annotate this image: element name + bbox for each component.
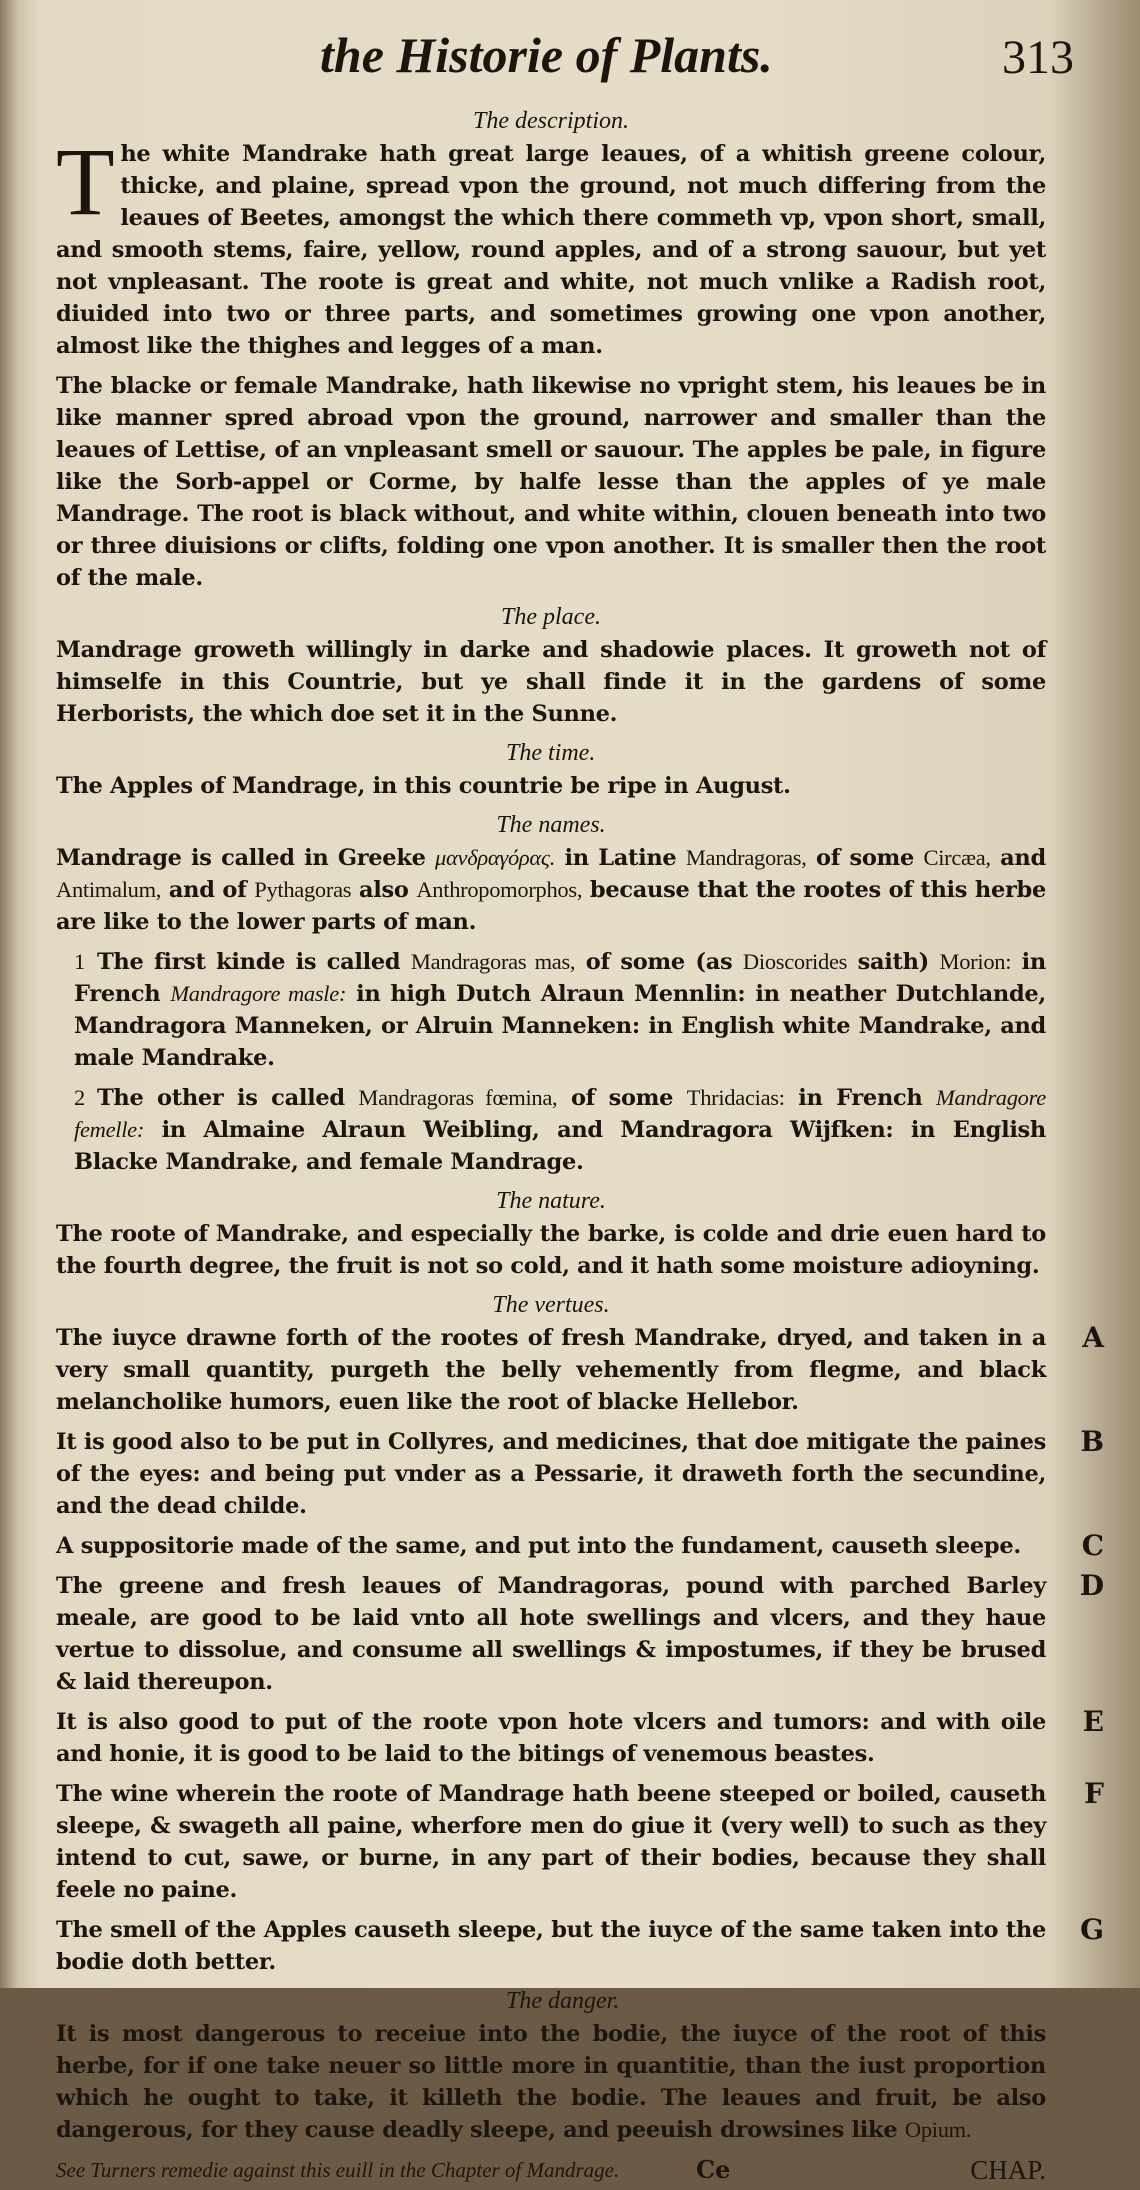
running-title: the Historie of Plants.: [320, 27, 773, 83]
page-number: 313: [1002, 31, 1074, 84]
names-item-1: 1 The first kinde is called Mandragoras mas, of some (as Dioscorides saith) Morion: in French Mandragore masle: in high Dutch Alraun Mennlin: in neather Dutchlande, Mandragora Manneken, or Alruin Manneken: in English white Mandrake, and male Mandrake.: [74, 949, 1046, 1071]
vertue-f-text: The wine wherein the roote of Mandrage hath beene steeped or boiled, causeth sleepe, & swageth all paine, wherfore men do giue it (very well) to such as they intend to cut, sawe, or burne, in any part of their bodies, because they shall feele no paine.: [56, 1781, 1046, 1903]
heading-place: The place.: [501, 604, 601, 630]
vertue-a: [56, 1321, 1104, 1418]
margin-letter-g: G: [1080, 1913, 1104, 1946]
margin-letter-d: D: [1079, 1569, 1104, 1602]
vertue-c: [56, 1529, 1104, 1562]
heading-danger: The danger.: [506, 1988, 620, 2014]
names-paragraph: Mandrage is called in Greeke μανδραγόρας. in Latine Mandragoras, of some Circæa, and Antimalum, and of Pythagoras also Anthropomorphos, because that the rootes of this herbe are like to the lower parts of man.: [56, 845, 1046, 935]
margin-letter-c: C: [1081, 1529, 1104, 1562]
heading-nature: The nature.: [496, 1188, 606, 1214]
description-paragraph-1: The white Mandrake hath great large leaues, of a whitish greene colour, thicke, and plaine, spread vpon the ground, not much differing from the leaues of Beetes, amongst the which there commeth vp, vpon short, small, and smooth stems, faire, yellow, round apples, and of a strong sauour, but yet not vnpleasant. The roote is great and white, not much vnlike a Radish root, diuided into two or three parts, and sometimes growing one vpon another, almost like the thighes and legges of a man.: [56, 128, 1046, 359]
cross-reference-note: See Turners remedie against this euill in the Chapter of Mandrage.: [56, 2158, 620, 2182]
signature-mark: Ce: [696, 2155, 731, 2184]
vertue-d: [56, 1569, 1104, 1698]
vertue-b-text: It is good also to be put in Collyres, and medicines, that doe mitigate the paines of the eyes: and being put vnder as a Pessarie, it draweth forth the secundine, and the dead childe.: [56, 1429, 1046, 1519]
margin-letter-f: F: [1084, 1777, 1104, 1810]
danger-paragraph: It is most dangerous to receiue into the bodie, the iuyce of the root of this herbe, for if one take neuer so little more in quantitie, than the iust proportion which he ought to take, it killeth the bodie. The leaues and fruit, be also dangerous, for they cause deadly sleepe, and peeuish drowsines like Opium.: [56, 2021, 1046, 2143]
catchword: CHAP.: [970, 2155, 1046, 2185]
margin-letter-b: B: [1080, 1425, 1104, 1458]
page-body: [56, 104, 1104, 2190]
time-paragraph: The Apples of Mandrage, in this countrie be ripe in August.: [56, 773, 791, 799]
drop-cap: T: [56, 128, 115, 235]
vertue-c-text: A suppositorie made of the same, and put into the fundament, causeth sleepe.: [56, 1533, 1021, 1559]
vertue-g-text: The smell of the Apples causeth sleepe, but the iuyce of the same taken into the bodie doth better.: [56, 1917, 1046, 1975]
page-foot: [56, 2154, 1046, 2190]
vertue-a-text: The iuyce drawne forth of the rootes of fresh Mandrake, dryed, and taken in a very small quantity, purgeth the belly vehemently from flegme, and black melancholike humors, euen like the root of blacke Hellebor.: [56, 1325, 1046, 1415]
vertue-b: [56, 1425, 1104, 1522]
heading-names: The names.: [496, 812, 606, 838]
page-header: [0, 22, 1140, 102]
heading-vertues: The vertues.: [492, 1292, 610, 1318]
vertue-e: [56, 1705, 1104, 1770]
vertue-g: [56, 1913, 1104, 1978]
heading-time: The time.: [506, 740, 596, 766]
description-paragraph-2: The blacke or female Mandrake, hath likewise no vpright stem, his leaues be in like manner spred abroad vpon the ground, narrower and smaller than the leaues of Lettise, of an vnpleasant smell or sauour. The apples be pale, in figure like the Sorb-appel or Corme, by halfe lesse than the apples of ye male Mandrage. The root is black without, and white within, clouen beneath into two or three diuisions or clifts, folding one vpon another. It is smaller then the root of the male.: [56, 373, 1046, 591]
heading-description: The description.: [473, 108, 629, 134]
vertue-f: [56, 1777, 1104, 1906]
margin-letter-a: A: [1082, 1321, 1104, 1354]
nature-paragraph: The roote of Mandrake, and especially the barke, is colde and drie euen hard to the fourth degree, the fruit is not so cold, and it hath some moisture adioyning.: [56, 1221, 1046, 1279]
margin-letter-e: E: [1082, 1705, 1104, 1738]
vertue-d-text: The greene and fresh leaues of Mandragoras, pound with parched Barley meale, are good to be laid vnto all hote swellings and vlcers, and they haue vertue to dissolue, and consume all swellings & impostumes, if they be brused & laid thereupon.: [56, 1573, 1046, 1695]
vertue-e-text: It is also good to put of the roote vpon hote vlcers and tumors: and with oile and honie, it is good to be laid to the bitings of venemous beastes.: [56, 1709, 1046, 1767]
names-item-2: 2 The other is called Mandragoras fœmina, of some Thridacias: in French Mandragore femelle: in Almaine Alraun Weibling, and Mandragora Wijfken: in English Blacke Mandrake, and female Mandrage.: [74, 1085, 1046, 1175]
place-paragraph: Mandrage groweth willingly in darke and shadowie places. It groweth not of himselfe in this Countrie, but ye shall finde it in the gardens of some Herborists, the which doe set it in the Sunne.: [56, 637, 1046, 727]
